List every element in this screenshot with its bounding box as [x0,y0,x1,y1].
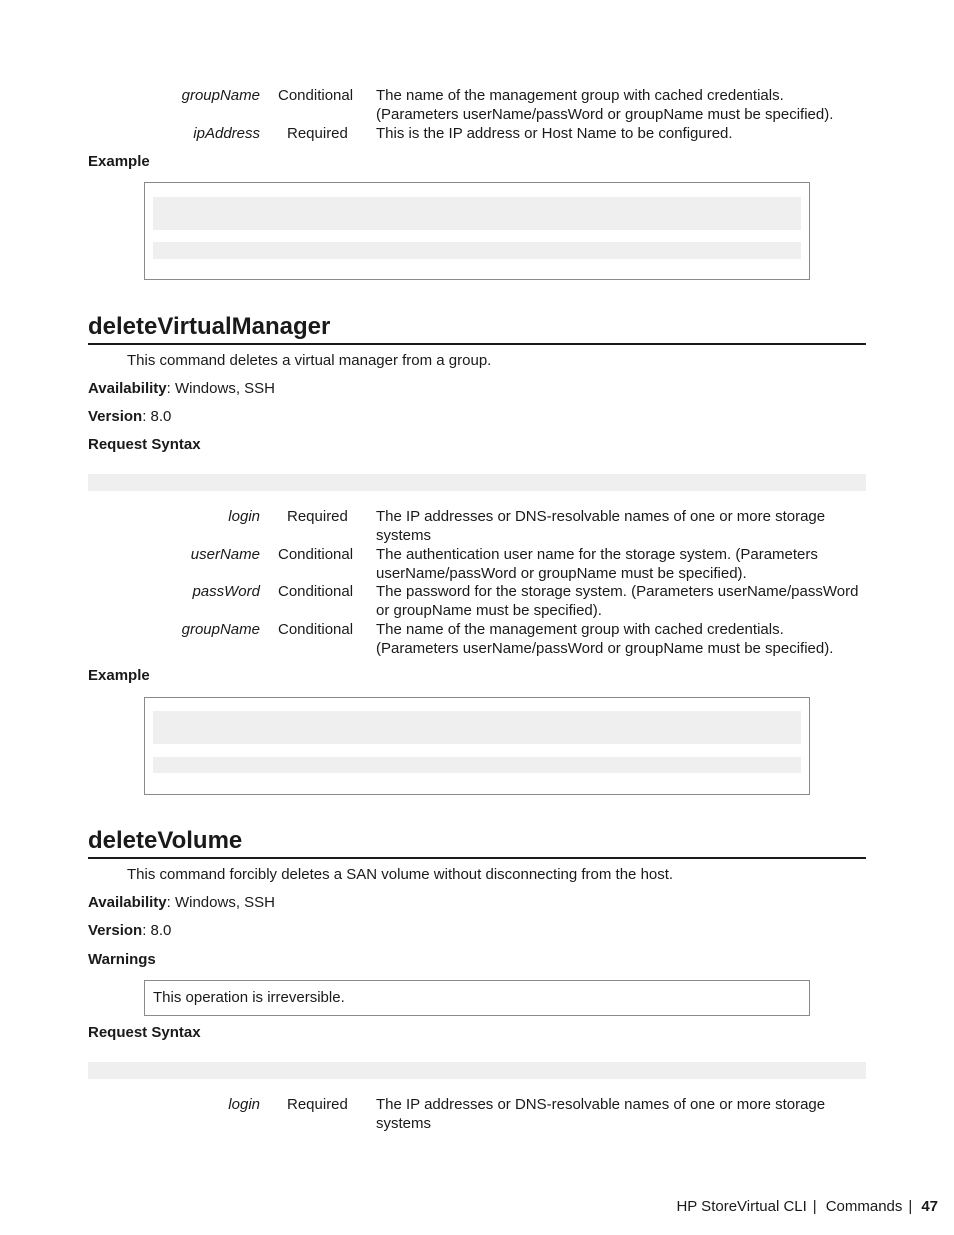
warning-text: This operation is irreversible. [153,989,345,1006]
availability-label: Availability [88,894,167,911]
param-name: login [228,508,260,525]
availability-line [88,893,275,913]
param-name: groupName [181,621,260,638]
param-description: The authentication user name for the storage system. (Parameters userName/passWord or groupName must be specified). [376,546,818,582]
version-value: : 8.0 [142,922,172,939]
warning-box [144,980,810,1016]
param-description: The IP addresses or DNS-resolvable names of one or more storage systems [376,1096,826,1132]
param-name: userName [190,546,260,563]
version-value: : 8.0 [142,408,172,425]
code-line [153,757,801,773]
param-description: The name of the management group with cached credentials. (Parameters userName/passWord or groupName must be specified). [376,621,834,657]
availability-value: : Windows, SSH [166,380,276,397]
section-title: deleteVirtualManager [88,313,331,340]
section-rule [88,343,866,345]
availability-label: Availability [88,380,167,397]
param-requirement: Conditional [278,87,354,104]
example-code-block [144,182,810,280]
param-description: The password for the storage system. (Parameters userName/passWord or groupName must be specified). [376,583,859,619]
request-syntax-heading: Request Syntax [88,1024,201,1041]
param-requirement: Conditional [278,546,354,563]
footer-separator: | [908,1198,913,1215]
request-syntax-block [88,474,866,491]
param-name: groupName [181,87,260,104]
param-requirement: Conditional [278,621,354,638]
param-requirement: Conditional [278,583,354,600]
param-requirement: Required [287,1096,348,1113]
code-line [153,197,801,230]
availability-value: : Windows, SSH [166,894,276,911]
section-rule [88,857,866,859]
version-line [88,921,171,941]
section-intro: This command forcibly deletes a SAN volume without disconnecting from the host. [127,866,674,883]
availability-line [88,379,275,399]
page-number: 47 [921,1198,938,1215]
section-title: deleteVolume [88,827,243,854]
section-intro: This command deletes a virtual manager from a group. [127,352,492,369]
example-heading: Example [88,153,150,170]
footer-chapter: Commands [825,1198,903,1215]
param-name: passWord [192,583,260,600]
code-line [153,242,801,259]
version-label: Version [88,922,143,939]
param-name: login [228,1096,260,1113]
code-line [153,711,801,744]
request-syntax-heading: Request Syntax [88,436,201,453]
footer-separator: | [812,1198,817,1215]
warnings-heading: Warnings [88,951,156,968]
param-requirement: Required [287,125,348,142]
footer-product: HP StoreVirtual CLI [676,1198,807,1215]
version-label: Version [88,408,143,425]
param-name: ipAddress [193,125,260,142]
param-description: This is the IP address or Host Name to be configured. [376,125,733,142]
example-code-block [144,697,810,795]
version-line [88,407,171,427]
param-requirement: Required [287,508,348,525]
request-syntax-block [88,1062,866,1079]
example-heading: Example [88,667,150,684]
param-description: The IP addresses or DNS-resolvable names of one or more storage systems [376,508,826,544]
param-description: The name of the management group with cached credentials. (Parameters userName/passWord or groupName must be specified). [376,87,834,123]
page-footer [676,1197,938,1217]
